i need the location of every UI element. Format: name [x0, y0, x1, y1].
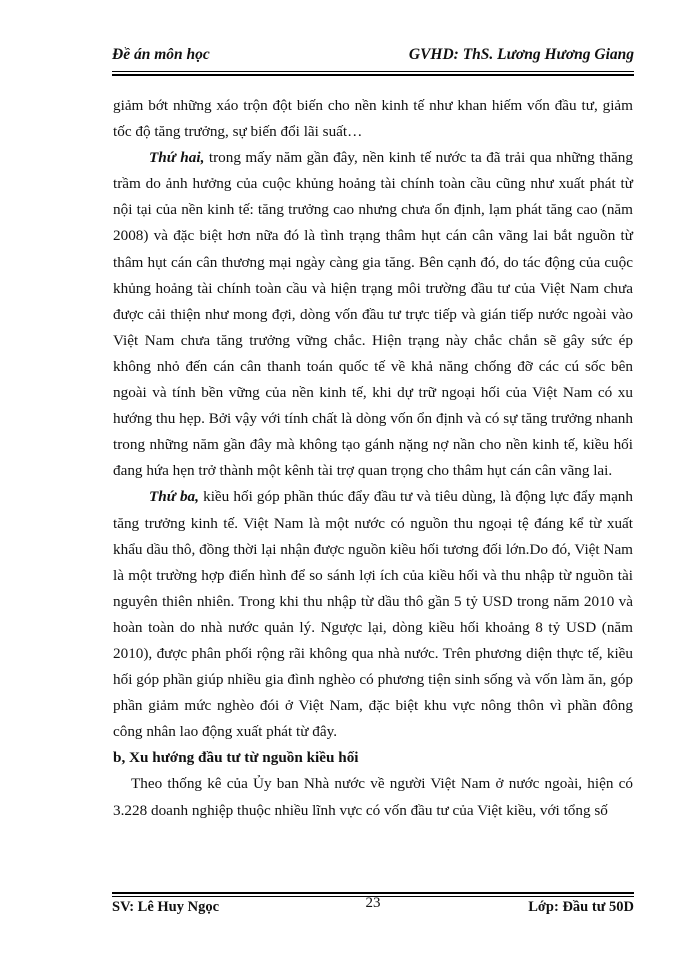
header-course-title: Đề án môn học	[112, 46, 210, 63]
section-heading: b, Xu hướng đầu tư từ nguồn kiều hối	[113, 749, 359, 767]
paragraph-thu-ba	[113, 484, 633, 745]
paragraph-lead-thu-hai: Thứ hai,	[149, 149, 205, 167]
paragraph-theo-thong-ke: Theo thống kê của Ủy ban Nhà nước về người Việt Nam ở nước ngoài, hiện có 3.228 doanh nghiệp thuộc nhiều lĩnh vực có vốn đầu tư của Việt kiều, với tổng số	[113, 775, 633, 819]
header-rule	[112, 71, 634, 76]
page-header	[112, 46, 634, 72]
header-instructor: GVHD: ThS. Lương Hương Giang	[408, 46, 634, 63]
paragraph-thu-hai	[113, 145, 633, 484]
footer-class: Lớp: Đầu tư 50D	[528, 899, 634, 915]
paragraph-continuation: giảm bớt những xáo trộn đột biến cho nền kinh tế như khan hiếm vốn đầu tư, giảm tốc độ tăng trưởng, sự biến đổi lãi suất…	[113, 97, 633, 141]
paragraph-text-thu-hai: trong mấy năm gần đây, nền kinh tế nước ta đã trải qua những thăng trầm do ảnh hưởng của cuộc khủng hoảng tài chính toàn cầu cũng như xuất phát từ nội tại của nền kinh tế: tăng trưởng cao nhưng chưa ổn định, lạm phát tăng cao (năm 2008) và đặc biệt hơn nữa đó là tình trạng thâm hụt cán cân vãng lai bắt nguồn từ thâm hụt cán cân thương mại ngày càng gia tăng. Bên cạnh đó, do tác động của cuộc khủng hoảng tài chính toàn cầu và hiện trạng môi trường đầu tư của Việt Nam chưa được cải thiện như mong đợi, dòng vốn đầu tư trực tiếp và gián tiếp nước ngoài vào Việt Nam chưa tăng trưởng vững chắc. Hiện trạng này chắc chắn sẽ gây sức ép không nhỏ đến cán cân thanh toán quốc tế về khả năng chống đỡ các cú sốc bên ngoài và tính bền vững của nền kinh tế, khi dự trữ ngoại hối của Việt Nam có xu hướng thu hẹp. Bởi vậy với tính chất là dòng vốn ổn định và có sự tăng trưởng nhanh trong những năm gần đây mà không tạo gánh nặng nợ nần cho nền kinh tế, kiều hối đang hứa hẹn trở thành một kênh tài trợ quan trọng cho thâm hụt cán cân vãng lai.	[113, 149, 633, 480]
page-body	[113, 93, 633, 824]
page-number: 23	[365, 895, 381, 911]
paragraph-text-thu-ba: kiều hối góp phần thúc đẩy đầu tư và tiêu dùng, là động lực đẩy mạnh tăng trưởng kinh tế. Việt Nam là một nước có nguồn thu ngoại tệ đáng kể từ xuất khẩu dầu thô, đồng thời lại nhận được nguồn kiều hối tương đối lớn.Do đó, Việt Nam là một trường hợp điển hình để so sánh lợi ích của kiều hối và thu nhập từ nguồn tài nguyên thiên nhiên. Trong khi thu nhập từ dầu thô gần 5 tỷ USD trong năm 2010 và hoàn toàn do nhà nước quản lý. Ngược lại, dòng kiều hối khoảng 8 tỷ USD (năm 2010), được phân phối rộng rãi không qua nhà nước. Trên phương diện thực tế, kiều hối góp phần giúp nhiều gia đình nghèo có phương tiện sinh sống và vốn làm ăn, góp phần giảm mức nghèo đói ở Việt Nam, đặc biệt khu vực nông thôn vì phần đông công nhân lao động xuất phát từ đây.	[113, 488, 633, 741]
page-footer	[112, 895, 634, 921]
paragraph-lead-thu-ba: Thứ ba,	[149, 488, 199, 506]
footer-student: SV: Lê Huy Ngọc	[112, 899, 220, 915]
